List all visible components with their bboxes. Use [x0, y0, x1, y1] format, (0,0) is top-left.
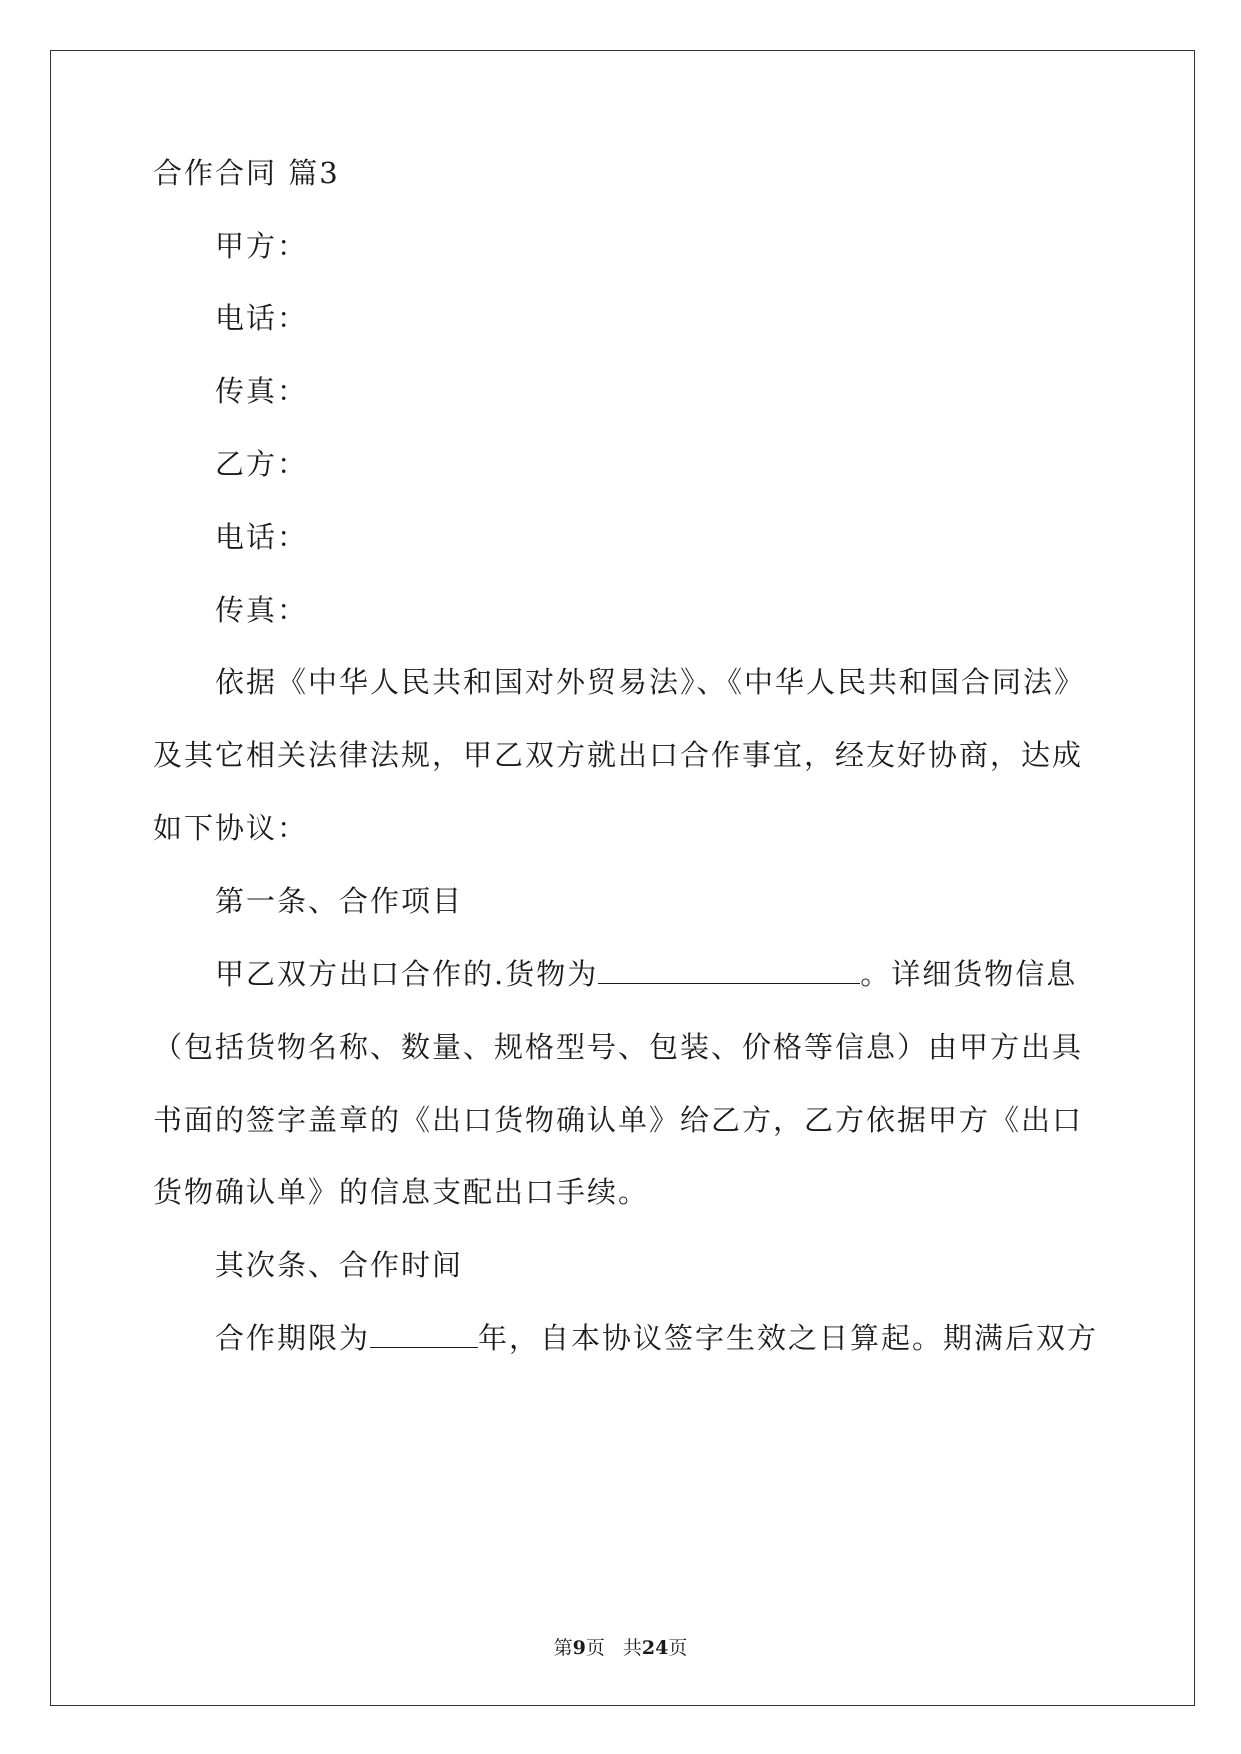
page-footer — [0, 1636, 1241, 1660]
intro-paragraph-line: 如下协议： — [153, 811, 309, 845]
page-border — [50, 50, 1195, 1706]
party-a-phone-label: 电话： — [215, 301, 309, 335]
total-suffix: 页 — [668, 1637, 688, 1659]
intro-paragraph-line: 及其它相关法律法规，甲乙双方就出口合作事宜，经友好协商，达成 — [153, 738, 1084, 772]
total-prefix: 共 — [622, 1637, 642, 1659]
article-1-text-after-blank: 。详细货物信息 — [860, 957, 1078, 991]
term-years-blank-field — [370, 1321, 478, 1348]
article-2-heading: 其次条、合作时间 — [215, 1248, 464, 1282]
party-b-fax-label: 传真： — [215, 593, 309, 627]
party-a-label: 甲方： — [215, 229, 309, 263]
article-2-paragraph-line — [215, 1320, 1098, 1356]
intro-paragraph-line: 依据《中华人民共和国对外贸易法》、《中华人民共和国合同法》 — [215, 665, 1086, 699]
total-page-count: 24 — [641, 1637, 669, 1659]
article-2-text-before-blank: 合作期限为 — [215, 1321, 371, 1355]
article-1-paragraph-line: （包括货物名称、数量、规格型号、包装、价格等信息）由甲方出具 — [153, 1030, 1084, 1064]
article-2-text-after-blank: 年，自本协议签字生效之日算起。期满后双方 — [478, 1321, 1099, 1355]
document-title: 合作合同 篇3 — [153, 156, 340, 190]
article-1-text-before-blank: 甲乙双方出口合作的.货物为 — [215, 957, 599, 991]
party-b-phone-label: 电话： — [215, 520, 309, 554]
article-1-paragraph-line: 货物确认单》的信息支配出口手续。 — [153, 1175, 650, 1209]
current-page-number: 9 — [572, 1637, 586, 1659]
page-prefix: 第 — [553, 1637, 573, 1659]
party-b-label: 乙方： — [215, 447, 309, 481]
page-suffix: 页 — [585, 1637, 605, 1659]
goods-blank-field — [598, 957, 860, 984]
article-1-paragraph-line — [215, 956, 1077, 992]
article-1-paragraph-line: 书面的签字盖章的《出口货物确认单》给乙方，乙方依据甲方《出口 — [153, 1103, 1084, 1137]
article-1-heading: 第一条、合作项目 — [215, 884, 464, 918]
party-a-fax-label: 传真： — [215, 374, 309, 408]
